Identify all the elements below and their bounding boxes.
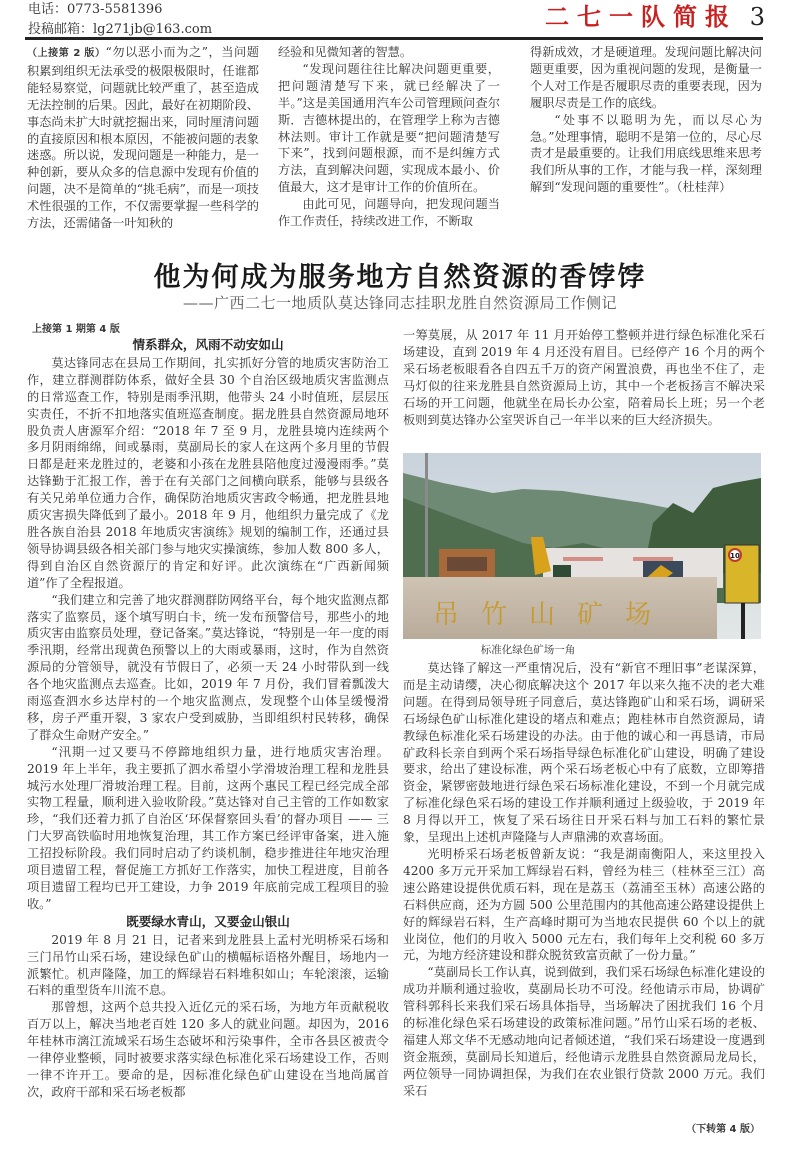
continued-from-note: 上接第 1 期第 4 版 bbox=[32, 324, 120, 335]
top-article-column-3 bbox=[530, 44, 762, 196]
continued-to-note: （下转第 4 版） bbox=[686, 1124, 760, 1135]
section-title: 既要绿水青山，又要金山银山 bbox=[126, 913, 290, 929]
section-title: 情系群众，风雨不动安如山 bbox=[132, 337, 284, 352]
paragraph: 得新成效，才是硬道理。发现问题比解决问题更重要，因为重视问题的发现，是衡量一个人对工作是否履职尽责的重要表现，因为履职尽责是工作的底线。 bbox=[530, 45, 762, 110]
paragraph: 经验和见微知著的智慧。 bbox=[278, 45, 413, 59]
feature-right-column-top bbox=[403, 327, 765, 428]
paragraph: 莫达锋了解这一严重情况后，没有“新官不理旧事”老谋深算，而是主动请缨，决心彻底解决这个 2017 年以来久拖不决的老大难问题。在得到局领导班子同意后，莫达锋跑矿山和采石场，调研采石场绿色矿山标准化建设的堵点和难点；跑桂林市自然资源局，请教绿色标准化采石场建设的办法。由于他的诚心和一再恳请，市局矿政科长亲自到两个采石场指导绿色标准化矿山建设，明确了建设要求，给出了建设标准，两个采石场老板心中有了底数，立即筹措资金，紧锣密鼓地进行绿色采石场标准化建设，不到一个月就完成了标准化绿色采石场的建设工作并顺利通过上级验收，于 2019 年 8 月得以开工，恢复了采石场往日开采石料与加工石料的繁忙景象，呈现出上述机声隆隆与人声鼎沸的欢喜场面。 bbox=[403, 661, 765, 845]
page-header bbox=[25, 0, 765, 36]
quarry-wall-lettering: 吊竹山矿场 bbox=[432, 600, 674, 630]
top-article-column-1 bbox=[27, 44, 259, 232]
submission-email: 投稿邮箱：lg271jb@163.com bbox=[28, 22, 213, 37]
continued-from-note: （上接第 2 版） bbox=[27, 48, 106, 59]
paragraph: “我们建立和完善了地灾群测群防网络平台，每个地灾监测点都落实了监察员，逐个填写明白卡，统一发布预警信号，那些小的地质灾害由监察员处理，登记备案。”莫达锋说，“特别是一年一度的雨季汛期，经常出现黄色预警以上的大雨或暴雨，这时，作为自然资源局的分管领导，就没有节假日了，必须一天 24 小时带队到一线各个地灾监测点去巡查。比如，2019 年 7 月份，我们冒着瓢泼大雨巡查泗水乡达岸村的一个地灾监测点，发现整个山体呈缓慢滑移，房子严重开裂，3 家农户受到威胁，当即组织村民转移，确保了群众生命财产安全。” bbox=[27, 592, 389, 742]
speed-limit-sign: 10 bbox=[730, 552, 740, 560]
masthead-title: 二七一队简报 bbox=[545, 3, 737, 31]
photo-caption: 标准化绿色矿场一角 bbox=[480, 644, 576, 656]
feature-subheadline: ——广西二七一地质队莫达锋同志挂职龙胜自然资源局工作侧记 bbox=[182, 294, 617, 312]
paragraph: 2019 年 8 月 21 日，记者来到龙胜县上孟村光明桥采石场和三门吊竹山采石场，建设绿色矿山的横幅标语格外醒目，场地内一派繁忙。机声隆隆，加工的辉绿岩石料堆积如山；车轮滚滚，运输石料的重型货车川流不息。 bbox=[27, 932, 389, 998]
top-article-column-2 bbox=[278, 44, 500, 230]
paragraph: 光明桥采石场老板曾新友说：“我是湖南衡阳人，来这里投入 4200 多万元开采加工辉绿岩石料，曾经为桂三（桂林至三江）高速公路建设提供优质石料，现在是荔玉（荔浦至玉林）高速公路的石料供应商，还为方圆 500 公里范围内的其他高速公路建设提供上好的辉绿岩石料，生产高峰时期可为当地农民提供 60 个以上的就业岗位，他们的月收入 5000 元左右，我们每年上交利税 60 多万元，为地方经济建设和群众脱贫致富贡献了一份力量。” bbox=[403, 846, 765, 963]
paragraph: 那曾想，这两个总共投入近亿元的采石场，为地方年贡献税收百万以上，解决当地老百姓 120 多人的就业问题。却因为，2016 年桂林市漓江流域采石场生态破坏和污染事件，全市各县区被责令一律停业整顿，同时被要求落实绿色标准化采石场建设工作，否则一律不许开工。要命的是，因标准化绿色矿山建设在当地尚属首次，政府干部和采石场老板都 bbox=[27, 1000, 389, 1099]
phone-number: 电话：0773-5581396 bbox=[28, 2, 163, 17]
contact-info bbox=[28, 0, 212, 40]
paragraph: “汛期一过又要马不停蹄地组织力量，进行地质灾害治理。2019 年上半年，我主要抓了泗水希望小学滑坡治理工程和龙胜县城污水处理厂滑坡治理工程。目前，这两个惠民工程已经完成全部实物工程量，顺利进入验收阶段。”莫达锋对自己主管的工作如数家珍，“我们还着力抓了自治区‘环保督察回头看’的督办项目 —— 三门大罗高铁临时用地恢复治理，其工作方案已经评审备案，进入施工招投标阶段。我们同时启动了约谈机制，稳步推进往年地灾治理项目遗留工程，督促施工方抓好工作落实，加快工程进度，目前各项目遗留工程均已开工建设，力争 2019 年底前完成工程项目的验收。” bbox=[27, 744, 389, 911]
feature-headline: 他为何成为服务地方自然资源的香饽饽 bbox=[153, 262, 647, 293]
page-number: 3 bbox=[749, 3, 765, 31]
paragraph: 由此可见，问题导向，把发现问题当作工作责任，持续改进工作，不断取 bbox=[278, 197, 500, 229]
paragraph: “勿以恶小而为之”，当问题积累到组织无法承受的极限极限时，任谁都能轻易察觉，问题就比较严重了，甚至造成无法控制的后果。因此，最好在初期阶段、事态尚未扩大时就挖掘出来，同时厘清问题的直接原因和根本原因，不能被问题的表象迷惑。所以说，发现问题是一种能力，是一种创新，要从众多的信息源中发现有价值的问题，决不是简单的“挑毛病”，而是一项技术性很强的工作，不仅需要掌握一些科学的方法，还需储备一叶知秋的 bbox=[27, 45, 259, 231]
paragraph: 莫达锋同志在县局工作期间，扎实抓好分管的地质灾害防治工作，建立群测群防体系，做好全县 30 个自治区级地质灾害监测点的日常巡查工作，特别是雨季汛期，他带头 24 小时值班，层层压实责任，不折不扣地落实值班巡查制度。据龙胜县自然资源局地环股负责人唐源军介绍：“2018 年 7 至 9 月，龙胜县境内连续两个多月阴雨绵绵，间或暴雨，莫副局长的家人在这两个多月里的节假日都是赶来龙胜过的，老婆和小孩在龙胜县陪他度过漫漫雨季。”莫达锋勤于汇报工作，善于在有关部门之间横向联系，能够与县级各有关兄弟单位通力合作，确保防治地质灾害政令畅通，把龙胜县地质灾害损失降低到了最小。2018 年 9 月，他组织力量完成了《龙胜各族自治县 2018 年地质灾害演练》规划的编制工作，还通过县领导协调县级各相关部门参与地灾实操演练，参加人数 800 多人，得到自治区自然资源厅的肯定和好评。此次演练在“广西新闻频道”作了全程报道。 bbox=[27, 355, 389, 590]
paragraph: “发现问题往往比解决问题更重要，把问题清楚写下来，就已经解决了一半。”这是美国通用汽车公司管理顾问查尔斯．吉德林提出的，在管理学上称为吉德林法则。审计工作就是要“把问题清楚写下来”，找到问题根源，而不是纠缠方式方法，直到解决问题，实现成本最小、价值最大，这才是审计工作的价值所在。 bbox=[278, 61, 500, 195]
quarry-photo bbox=[403, 453, 761, 639]
feature-right-column-bottom bbox=[403, 660, 765, 1100]
paragraph: 一筹莫展，从 2017 年 11 月开始停工整顿并进行绿色标准化采石场建设，直到 2019 年 4 月还没有眉目。已经停产 16 个月的两个采石场老板眼看各自四五千万的资产闲置浪费，再也坐不住了，走马灯似的往来龙胜县自然资源局上访，其中一个老板扬言不解决采石场的开工问题，他就坐在局长办公室，陪着局长上班；另一个老板则到莫达锋办公室哭诉自己一年半以来的巨大经济损失。 bbox=[403, 328, 765, 427]
header-divider bbox=[25, 37, 763, 40]
feature-left-column bbox=[27, 336, 389, 1101]
paragraph: “莫副局长工作认真，说到做到，我们采石场绿色标准化建设的成功并顺利通过验收，莫副局长功不可没。经他请示市局，协调矿管科郭科长来我们采石场具体指导，当场解决了困扰我们 16 个月的标准化绿色采石场建设的政策标准问题。”吊竹山采石场的老板、福建人郑文华不无感动地向记者倾述道，“我们采石场建设一度遇到资金瓶颈，莫副局长知道后，经他请示龙胜县自然资源局龙局长，两位领导一同协调担保，为我们在农业银行贷款 2000 万元。我们采石 bbox=[403, 965, 765, 1098]
paragraph: “处事不以聪明为先，而以尽心为急。”处理事情，聪明不是第一位的，尽心尽责才是最重要的。让我们用底线思维来思考我们所从事的工作，才能与我一样，深刻理解到“发现问题的重要性”。（杜桂萍） bbox=[530, 112, 762, 195]
